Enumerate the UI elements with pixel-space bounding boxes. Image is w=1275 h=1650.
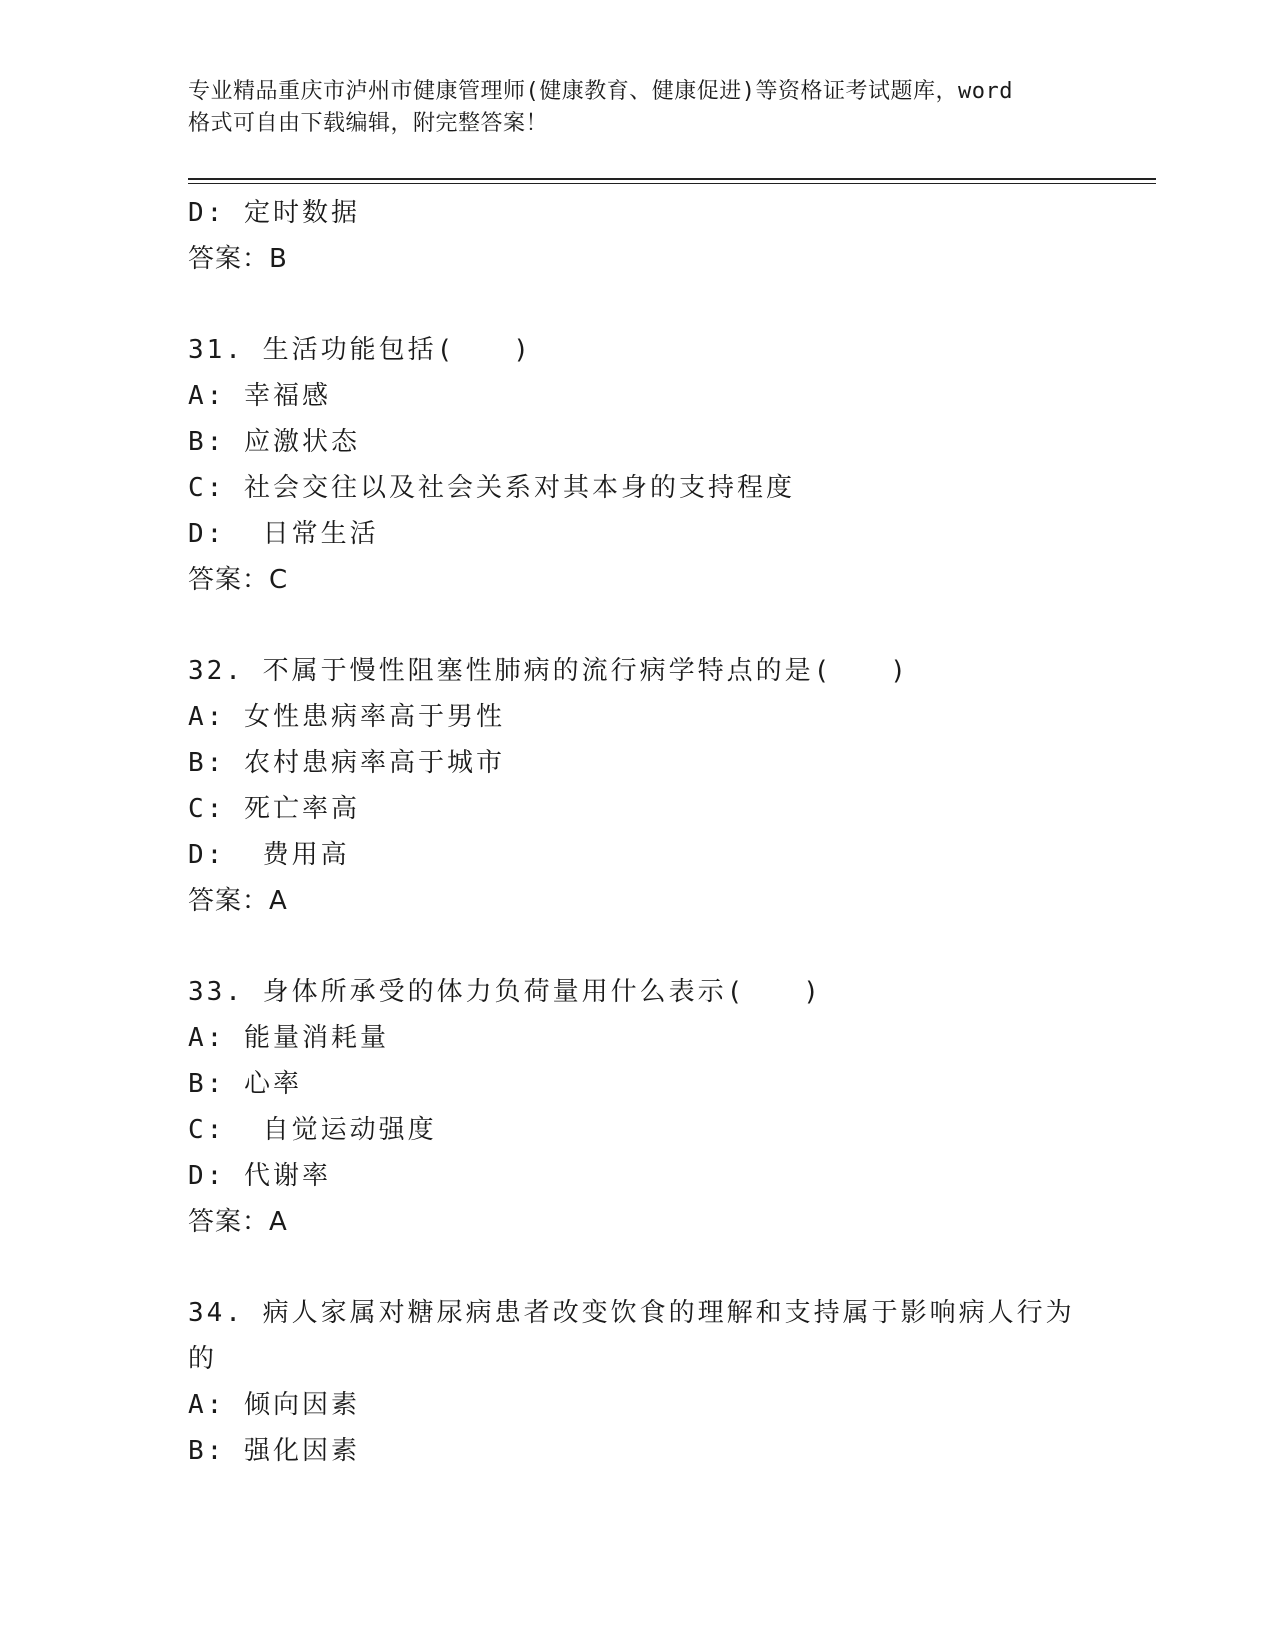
answer: 答案：A (188, 886, 288, 916)
option-d: D: 费用高 (188, 840, 350, 870)
option-b: B: 农村患病率高于城市 (188, 748, 505, 778)
question-stem-line-2: 的 (188, 1344, 218, 1374)
question-34 (188, 1290, 1108, 1474)
document-header (188, 76, 1088, 140)
question-list (188, 190, 1108, 1474)
option-a: A: 能量消耗量 (188, 1023, 389, 1053)
question-31 (188, 327, 1108, 603)
question-stem: 31. 生活功能包括( ) (188, 335, 532, 365)
option-c: C: 自觉运动强度 (188, 1115, 437, 1145)
option-b: B: 心率 (188, 1069, 302, 1099)
option-d: D: 代谢率 (188, 1161, 331, 1191)
option-c: C: 死亡率高 (188, 794, 360, 824)
option-b: B: 强化因素 (188, 1436, 360, 1466)
option-c: C: 社会交往以及社会关系对其本身的支持程度 (188, 473, 795, 503)
question-33 (188, 969, 1108, 1245)
option-d: D: 定时数据 (188, 198, 360, 228)
question-32 (188, 648, 1108, 924)
option-b: B: 应激状态 (188, 427, 360, 457)
answer: 答案：C (188, 565, 289, 595)
option-d: D: 日常生活 (188, 519, 379, 549)
question-stem: 33. 身体所承受的体力负荷量用什么表示( ) (188, 977, 822, 1007)
option-a: A: 女性患病率高于男性 (188, 702, 505, 732)
header-divider (188, 178, 1156, 180)
option-a: A: 倾向因素 (188, 1390, 360, 1420)
answer: 答案：B (188, 244, 288, 274)
header-line-2: 格式可自由下载编辑，附完整答案！ (188, 111, 549, 136)
header-divider-thin (188, 183, 1156, 184)
header-line-1: 专业精品重庆市泸州市健康管理师(健康教育、健康促进)等资格证考试题库，word (188, 79, 1013, 104)
previous-question-tail (188, 190, 1108, 282)
question-stem-line-1: 34. 病人家属对糖尿病患者改变饮食的理解和支持属于影响病人行为 (188, 1298, 1075, 1328)
answer: 答案：A (188, 1207, 288, 1237)
option-a: A: 幸福感 (188, 381, 331, 411)
question-stem: 32. 不属于慢性阻塞性肺病的流行病学特点的是( ) (188, 656, 909, 686)
